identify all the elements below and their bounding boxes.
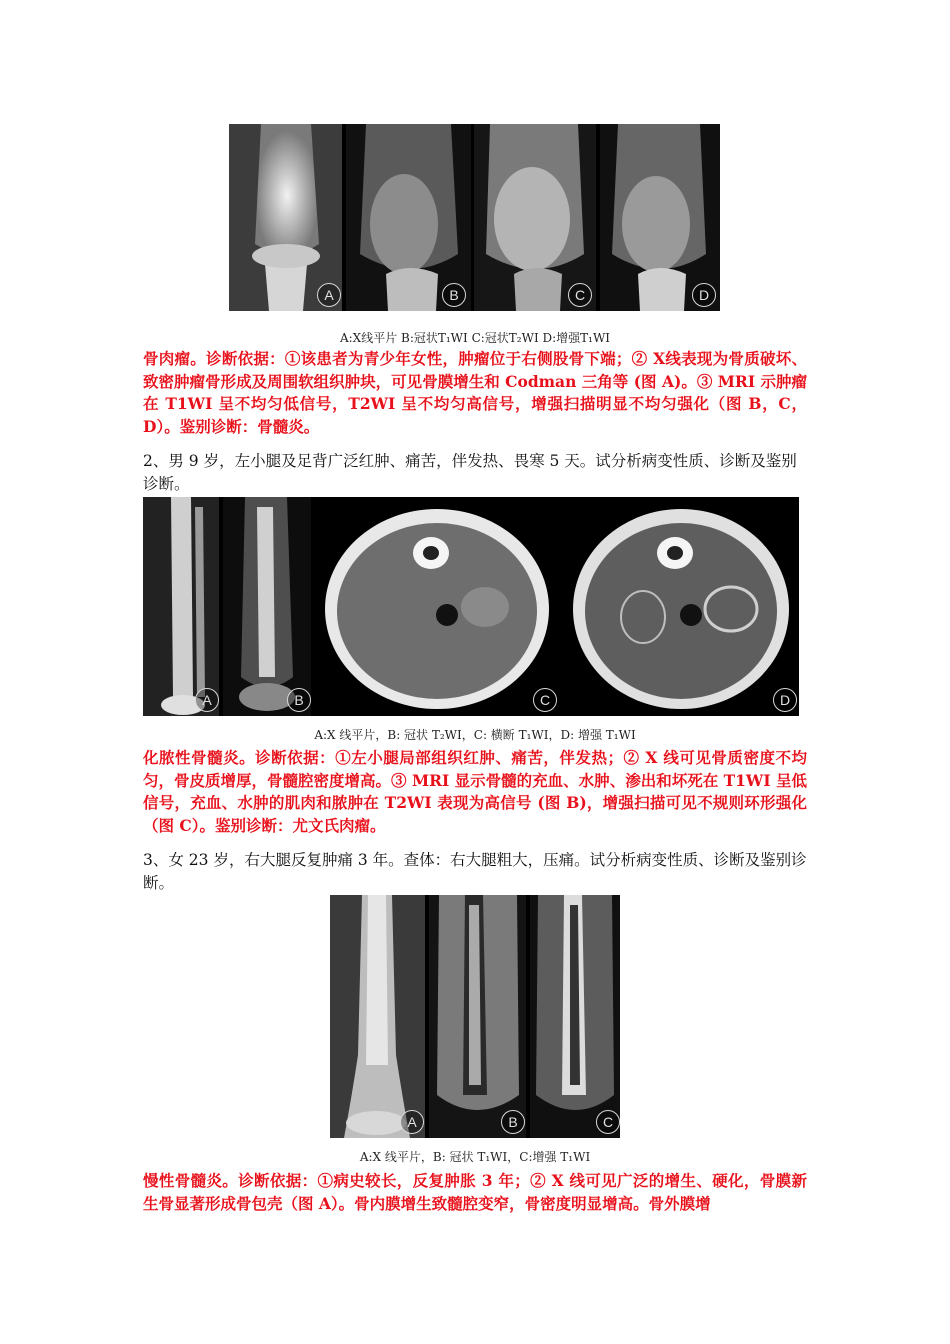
- panel-label: A: [195, 688, 219, 712]
- case1-caption: A:X线平片 B:冠状T₁WI C:冠状T₂WI D:增强T₁WI: [339, 331, 611, 345]
- case2-answer: 化脓性骨髓炎。诊断依据：①左小腿局部组织红肿、痛苦，伴发热；② X 线可见骨质密度不均匀，骨皮质增厚，骨髓腔密度增高。③ MRI 显示骨髓的充血、水肿、渗出和坏死在 T1WI 呈低信号，充血、水肿的肌肉和脓肿在 T2WI 表现为高信号 (图 B)，增强扫描可见不规则环形强化（图 C）。鉴别诊断：尤文氏肉瘤。: [143, 748, 807, 835]
- panel-label: D: [773, 688, 797, 712]
- panel-label: B: [501, 1110, 525, 1134]
- case3-panel-c-mri: [530, 895, 620, 1138]
- case2-panel-d-axial: [563, 497, 799, 716]
- panel-label: C: [596, 1110, 620, 1134]
- case1-panel-a-xray: [229, 124, 342, 311]
- case2-caption: A:X 线平片，B: 冠状 T₂WI，C: 横断 T₁WI，D: 增强 T₁WI: [314, 728, 636, 742]
- case3-question: 3、女 23 岁，右大腿反复肿痛 3 年。查体：右大腿粗大，压痛。试分析病变性质、诊断及鉴别诊断。: [143, 851, 807, 892]
- panel-label: D: [692, 283, 716, 307]
- case1-figure: [229, 124, 720, 311]
- case3-caption: A:X 线平片，B: 冠状 T₁WI，C:增强 T₁WI: [359, 1150, 591, 1164]
- case1-panel-b-mri: [346, 124, 471, 311]
- case1-panel-c-mri: [474, 124, 596, 311]
- case2-panel-a-xray: [143, 497, 219, 716]
- panel-label: A: [400, 1110, 424, 1134]
- case1-answer: 骨肉瘤。诊断依据：①该患者为青少年女性，肿瘤位于右侧股骨下端；② X线表现为骨质破坏、致密肿瘤骨形成及周围软组织肿块，可见骨膜增生和 Codman 三角等 (图 A)。③ MRI 示肿瘤在 T1WI 呈不均匀低信号，T2WI 呈不均匀高信号，增强扫描明显不均匀强化（图 B，C，D）。鉴别诊断：骨髓炎。: [143, 349, 807, 436]
- case3-panel-b-mri: [429, 895, 526, 1138]
- panel-label: C: [533, 688, 557, 712]
- panel-label: B: [287, 688, 311, 712]
- panel-label: B: [442, 283, 466, 307]
- case3-answer: 慢性骨髓炎。诊断依据：①病史较长，反复肿胀 3 年；② X 线可见广泛的增生、硬化，骨膜新生骨显著形成骨包壳（图 A）。骨内膜增生致髓腔变窄，骨密度明显增高。骨外膜增: [143, 1171, 807, 1213]
- case3-figure: [330, 895, 620, 1138]
- case2-question: 2、男 9 岁，左小腿及足背广泛红肿、痛苦，伴发热、畏寒 5 天。试分析病变性质、诊断及鉴别诊断。: [143, 452, 797, 493]
- case2-figure: [143, 497, 799, 716]
- panel-label: C: [568, 283, 592, 307]
- panel-label: A: [317, 283, 341, 307]
- case2-panel-b-mri: [223, 497, 311, 716]
- case1-panel-d-mri: [600, 124, 720, 311]
- case3-panel-a-xray: [330, 895, 425, 1138]
- case2-panel-c-axial: [315, 497, 559, 716]
